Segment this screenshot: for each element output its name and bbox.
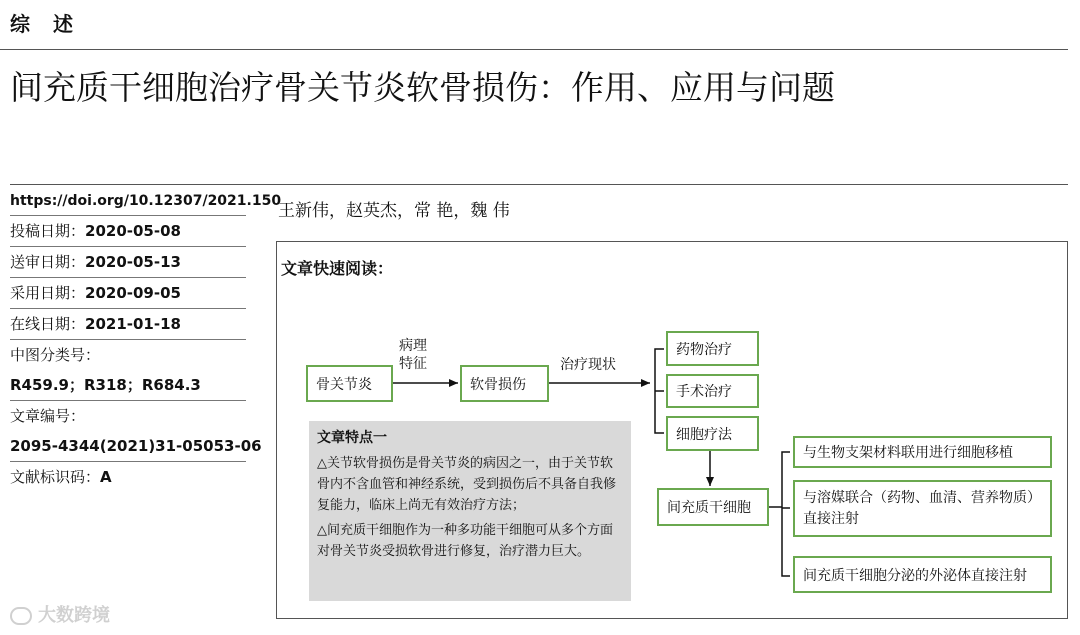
online-value: 2021-01-18 <box>85 315 181 333</box>
node-cell-therapy-label: 细胞疗法 <box>676 426 732 443</box>
label-pathology-line2: 特征 <box>399 356 427 372</box>
label-pathology <box>394 337 432 373</box>
quick-read-title: 文章快速阅读： <box>281 259 394 278</box>
node-scaffold-label: 与生物支架材料联用进行细胞移植 <box>803 445 1013 461</box>
node-cell-therapy <box>666 416 759 451</box>
submitted-value: 2020-05-08 <box>85 222 181 240</box>
article-no-label: 文章编号： <box>10 407 86 425</box>
node-exosome-label: 间充质干细胞分泌的外泌体直接注射 <box>803 567 1027 584</box>
node-cartilage-injury-label: 软骨损伤 <box>470 376 526 393</box>
doi-link[interactable]: https://doi.org/10.12307/2021.150 <box>10 193 282 209</box>
accepted-label: 采用日期： <box>10 284 86 302</box>
node-cartilage-injury <box>460 365 549 402</box>
submitted-label: 投稿日期： <box>10 222 86 240</box>
clc-label: 中图分类号： <box>10 346 101 364</box>
clc-value: R459.9；R318；R684.3 <box>10 376 201 394</box>
article-no-value: 2095-4344(2021)31-05053-06 <box>10 437 262 455</box>
node-solvent-label: 与溶媒联合（药物、血清、营养物质）直接注射 <box>803 489 1041 527</box>
watermark-text: 大数跨境 <box>38 605 110 626</box>
node-msc-label: 间充质干细胞 <box>667 500 751 516</box>
reviewed-label: 送审日期： <box>10 253 86 271</box>
feature-heading: 文章特点一 <box>317 430 387 446</box>
node-osteoarthritis-label: 骨关节炎 <box>316 376 372 393</box>
node-drug-therapy <box>666 331 759 366</box>
node-solvent-injection <box>793 480 1052 537</box>
node-drug-therapy-label: 药物治疗 <box>676 341 732 358</box>
node-surgery <box>666 374 759 408</box>
feature-point-2: △间充质干细胞作为一种多功能干细胞可从多个方面对骨关节炎受损软骨进行修复，治疗潜力巨大。 <box>317 523 613 559</box>
node-osteoarthritis <box>306 365 393 402</box>
feature-point-1: △关节软骨损伤是骨关节炎的病因之一，由于关节软骨内不含血管和神经系统，受到损伤后不具备自我修复能力，临床上尚无有效治疗方法； <box>317 456 617 513</box>
node-scaffold-transplant <box>793 436 1052 468</box>
bracket-applications <box>782 452 790 576</box>
article-title: 间充质干细胞治疗骨关节炎软骨损伤：作用、应用与问题 <box>10 68 835 107</box>
feature-box <box>309 421 631 601</box>
label-treatment-status: 治疗现状 <box>560 357 616 373</box>
accepted-value: 2020-09-05 <box>85 284 181 302</box>
label-pathology-line1: 病理 <box>399 338 427 354</box>
watermark-logo-icon <box>10 607 32 625</box>
doc-code-value: A <box>100 468 112 486</box>
doc-code-label: 文献标识码： <box>10 468 101 486</box>
node-exosome-injection <box>793 556 1052 593</box>
node-surgery-label: 手术治疗 <box>676 384 732 400</box>
section-label: 综 述 <box>10 12 81 36</box>
node-msc <box>657 488 769 526</box>
reviewed-value: 2020-05-13 <box>85 253 181 271</box>
author-list: 王新伟，赵英杰，常 艳，魏 伟 <box>278 201 510 221</box>
watermark <box>10 601 110 627</box>
online-label: 在线日期： <box>10 315 86 333</box>
